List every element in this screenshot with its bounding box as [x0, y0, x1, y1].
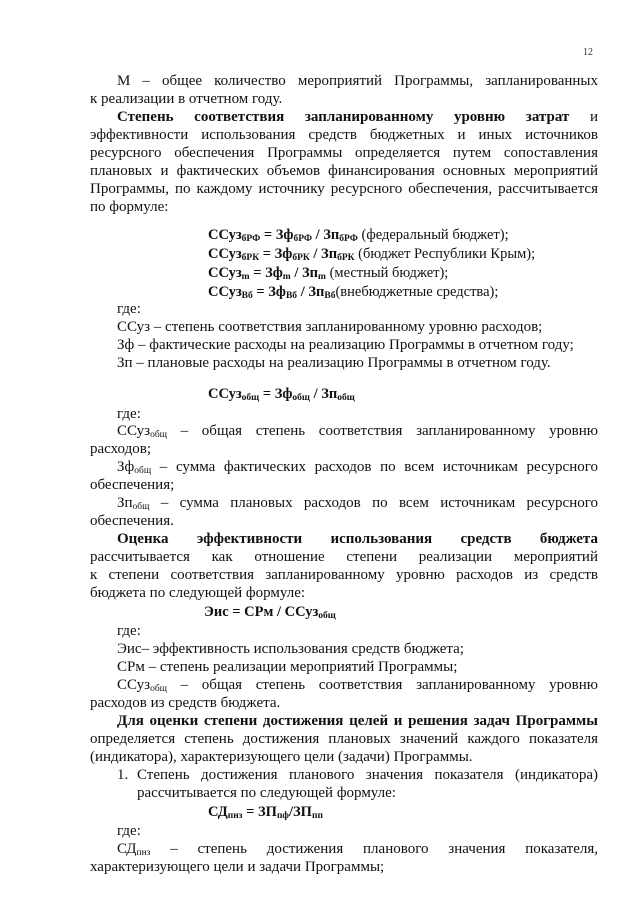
text-line: бюджета по следующей формуле: — [90, 585, 306, 601]
formula-local: ССуз$_m$ = $Зф_m / Зп_m$ (местный бюджет); — [208, 265, 449, 282]
text-line: $Зп_{общ}$ – сумма плановых расходов по всем источникам ресурсного — [117, 495, 598, 512]
text-line: Зп – плановые расходы на реализацию Программы в отчетном году. — [117, 355, 551, 371]
text-line: (индикатора), характеризующего цели (задачи) Программы. — [90, 749, 473, 765]
formula-total: ССуз$_{общ}$ = $Зф_{общ} / Зп_{общ}$ — [208, 386, 355, 403]
text-line: ССуз$_{общ}$ – общая степень соответствия запланированному уровню — [117, 677, 598, 694]
formula-achievement: $СД_{пнз} = ЗП_{пф}/ЗП_{пп}$ — [208, 804, 323, 821]
text-line: М – общее количество мероприятий Программы, запланированных — [117, 73, 598, 89]
text-span: и — [589, 109, 598, 125]
text-line: эффективности использования средств бюджетных и иных источников — [90, 127, 598, 143]
text-line: рассчитывается как отношение степени реализации мероприятий — [90, 549, 598, 565]
where-label: где: — [117, 406, 141, 422]
text-line: рассчитывается по следующей формуле: — [137, 785, 396, 801]
text-line: определяется степень достижения плановых значений каждого показателя — [90, 731, 598, 747]
text-line: ресурсного обеспечения Программы определяется путем сопоставления — [90, 145, 598, 161]
formula-efficiency: Эис = СРм / ССуз$_{общ}$ — [204, 604, 336, 621]
where-label: где: — [117, 301, 141, 317]
where-label: где: — [117, 823, 141, 839]
text-line: Эис– эффективность использования средств бюджета; — [117, 641, 464, 657]
text-line: $Зф_{общ}$ – сумма фактических расходов по всем источникам ресурсного — [117, 459, 598, 476]
where-label: где: — [117, 623, 141, 639]
text-line: ССуз$_{общ}$ – общая степень соответствия запланированному уровню — [117, 423, 598, 440]
text-line: расходов; — [90, 441, 151, 457]
formula-extrabudget: ССуз$_{Вб}$ = $Зф_{Вб}$ / $Зп_{Вб}(внебюджетные$ средства); — [208, 284, 499, 301]
bold-heading: Степень соответствия запланированному уровню затрат — [117, 109, 570, 125]
text-line: Программы, по каждому источнику ресурсного обеспечения, рассчитывается — [90, 181, 598, 197]
text-line: к реализации в отчетном году. — [90, 91, 283, 107]
text-line: обеспечения. — [90, 513, 174, 529]
text-line: обеспечения; — [90, 477, 175, 493]
text-line: СРм – степень реализации мероприятий Программы; — [117, 659, 458, 675]
text-line: характеризующего цели и задачи Программы; — [90, 859, 385, 875]
text-line: Степень достижения планового значения показателя (индикатора) — [137, 767, 598, 783]
list-number: 1. — [117, 767, 129, 783]
text-line: ССуз – степень соответствия запланированному уровню расходов; — [117, 319, 543, 335]
bold-heading: Оценка эффективности использования средств бюджета — [117, 531, 598, 547]
text-line — [117, 108, 598, 126]
text-line: плановых и фактических объемов финансирования основных мероприятий — [90, 163, 598, 179]
formula-federal: ССуз$_{бРФ}$ = $Зф_{бРФ} / Зп_{бРФ}$ (федеральный бюджет); — [208, 227, 509, 244]
text-line: по формуле: — [90, 199, 169, 215]
text-line: Зф – фактические расходы на реализацию Программы в отчетном году; — [117, 337, 574, 353]
page-number: 12 — [583, 47, 593, 58]
text-line: расходов из средств бюджета. — [90, 695, 281, 711]
text-line: к степени соответствия запланированному уровню расходов из средств — [90, 567, 598, 583]
formula-crimea: ССуз$_{бРК}$ = $Зф_{бРК} / Зп_{бРК}$ (бюджет Республики Крым); — [208, 246, 536, 263]
text-line: $СД_{пнз}$ – степень достижения планового значения показателя, — [117, 841, 598, 858]
bold-heading: Для оценки степени достижения целей и решения задач Программы — [117, 713, 598, 729]
